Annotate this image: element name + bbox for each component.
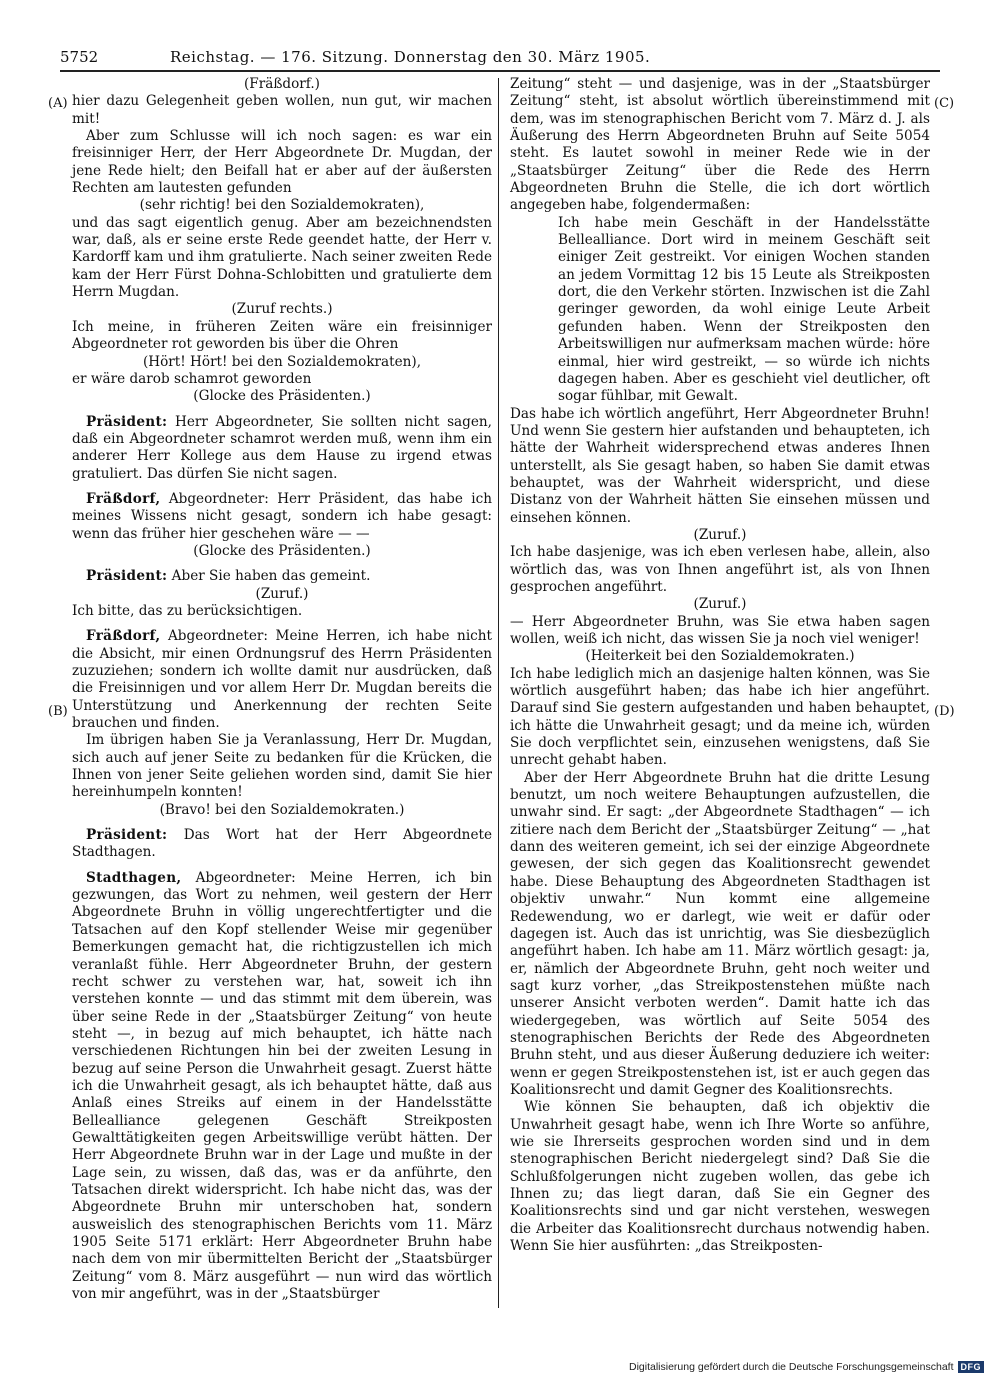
paragraph: Das habe ich wörtlich angeführt, Herr Abgeordneter Bruhn! Und wenn Sie gestern hier aufstanden und behaupteten, ich hätte der Wahrheit widersprechend etwas anderes Ihnen unterstellt, als Sie gesagt haben, so haben Sie damit etwas behauptet, was der Wahrheit widerspricht, und diese Distanz von der Wahrheit hätten Sie einsehen müssen und einsehen können. [510, 405, 930, 526]
speaker-paragraph [72, 628, 492, 732]
right-column [510, 76, 930, 1255]
speaker-name: Fräßdorf, [86, 628, 161, 645]
paragraph: er wäre darob schamrot geworden [72, 370, 312, 387]
paragraph: — Herr Abgeordneter Bruhn, was Sie etwa haben sagen wollen, weiß ich nicht, das wissen Sie ja noch viel weniger! [510, 613, 930, 647]
paragraph: hier dazu Gelegenheit geben wollen, nun gut, wir machen mit! [72, 93, 492, 127]
speaker-name: Fräßdorf, [86, 490, 161, 507]
speaker-name: Stadthagen, [86, 869, 182, 886]
speech-text: Das Wort hat der Herr Abgeordnete Stadthagen. [72, 827, 492, 861]
paragraph: Aber der Herr Abgeordnete Bruhn hat die dritte Lesung benutzt, um noch weitere Behauptungen aufzustellen, die unwahr sind. Er sagt: „der Abgeordnete Stadthagen“ — ich zitiere nach dem Bericht der „Staatsbürger Zeitung“ — „hat dann des weiteren gemeint, ich sei der einzige Abgeordnete gewesen, der sich gegen das Koalitionsrecht gewendet habe. Diese Behauptung des Abgeordneten Stadthagen ist objektiv unwahr.“ Nun kommt eine allgemeine Redewendung, wo er darlegt, wie weit er dafür oder dagegen ist. Auch das ist unrichtig, was Sie diesbezüglich angeführt haben. Ich habe am 11. März wörtlich gesagt: ja, er, nämlich der Abgeordnete Bruhn, geht noch weiter und sagt kurz vorher, „das Streikpostenstehen müßte nach unserer Ansicht verboten werden“. Damit hatte ich das wiedergegeben, was wörtlich auf Seite 5054 des stenographischen Berichts der Rede des Abgeordneten Bruhn steht, und aus dieser Äußerung deduziere ich weiter: wenn er gegen Streikpostenstehen ist, ist er auch gegen das Koalitionsrecht und damit Gegner des Koalitionsrechts. [510, 769, 930, 1098]
speech-text: Herr Abgeordneter, Sie sollten nicht sagen, daß ein Abgeordneter schamrot werden muß, wenn ihm ein anderer Herr Kollege aus dem Hause zu irgend etwas gratuliert. Das dürfen Sie nicht sagen. [72, 413, 492, 482]
interjection: (sehr richtig! bei den Sozialdemokraten), [139, 197, 425, 214]
speaker-name: Präsident: [86, 568, 168, 585]
paragraph: Ich habe dasjenige, was ich eben verlesen habe, allein, also wörtlich das, was von Ihnen angeführt ist, als von Ihnen gesprochen angeführt. [510, 544, 930, 595]
quoted-passage: Ich habe mein Geschäft in der Handelsstätte Bellealliance. Dort wird in meinem Geschäft seit einiger Zeit gestreikt. Vor einigen Wochen standen an jedem Vormittag 12 bis 15 Leute als Streikposten dort, die den Verkehr störten. Inzwischen ist die Zahl geringer geworden, da wohl einige Leute Arbeit gefunden haben. Wenn der Streikposten den Arbeitswilligen nur aufmerksam machen würde: höre einmal, hier wird gestreikt, — so würde ich nichts dagegen haben. Aber es geschieht viel deutlicher, oft sogar fühlbar, mit Gewalt. [558, 214, 930, 405]
paragraph: Ich habe lediglich mich an dasjenige halten können, was Sie wörtlich ausgeführt haben; das habe ich hier angeführt. Darauf sind Sie gestern aufgestanden und haben behauptet, ich hätte die Unwahrheit gesagt; und da meine ich, würden Sie doch verpflichtet sein, einzusehen wenigstens, daß Sie unrecht gehabt haben. [510, 665, 930, 769]
margin-marker-b: (B) [48, 704, 68, 719]
paragraph: Ich meine, in früheren Zeiten wäre ein freisinniger Abgeordneter rot geworden bis über die Ohren [72, 318, 492, 353]
speech-text: Aber Sie haben das gemeint. [171, 568, 371, 585]
interjection: (Zuruf rechts.) [231, 301, 333, 318]
interjection: (Zuruf.) [693, 596, 747, 613]
paragraph: und das sagt eigentlich genug. Aber am bezeichnendsten war, daß, als er seine erste Rede geendet hatte, der Herr v. Kardorff kam und ihm gratulierte. Nach seiner zweiten Rede kam der Herr Fürst Dohna-Schlobitten und gratulierte dem Herrn Mugdan. [72, 214, 492, 301]
left-column [72, 76, 492, 1303]
column-divider [498, 78, 499, 1308]
paragraph: Zeitung“ steht — und dasjenige, was in der „Staatsbürger Zeitung“ steht, ist absolut wörtlich übereinstimmend mit dem, was im stenographischen Bericht vom 7. März d. J. als Äußerung des Herrn Abgeordneten Bruhn auf Seite 5054 steht. Es lautet sowohl in meiner Rede wie in der „Staatsbürger Zeitung“ über die Rede des Herrn Abgeordneten Bruhn die Stelle, die ich dort wörtlich angegeben habe, folgendermaßen: [510, 76, 930, 214]
speaker-name: Präsident: [86, 413, 168, 430]
dfg-logo: DFG [958, 1361, 985, 1373]
interjection: (Fräßdorf.) [244, 76, 320, 92]
interjection: (Bravo! bei den Sozialdemokraten.) [159, 801, 405, 818]
running-header [60, 48, 940, 66]
paragraph: Wie können Sie behaupten, daß ich objektiv die Unwahrheit gesagt habe, wenn ich Ihre Worte so anführe, wie sie Ihrerseits gesprochen worden sind und in dem stenographischen Bericht niedergelegt sind? Daß Sie die Schlußfolgerungen nicht zugeben wollen, das gebe ich Ihnen zu; das liegt daran, daß Sie ein Gegner des Koalitionsrechts sind und gar nicht verstehen, weswegen die Arbeiter das Koalitionsrecht durchaus notwendig haben. Wenn Sie hier ausführten: „das Streikposten- [510, 1099, 930, 1255]
speaker-paragraph [72, 568, 492, 585]
footer [629, 1361, 984, 1373]
speaker-paragraph [72, 491, 492, 543]
speech-text: Abgeordneter: Herr Präsident, das habe ich meines Wissens nicht gesagt, sondern ich habe gesagt: wenn das früher hier geschehen wäre — — [72, 490, 493, 542]
speech-text: Abgeordneter: Meine Herren, ich bin gezwungen, das Wort zu nehmen, weil gestern der Herr Abgeordnete Bruhn in völlig ungerechtfertigter und die Tatsachen auf den Kopf stellender Weise mir gegenüber Bemerkungen gemacht hat, die richtigzustellen ich mich veranlaßt fühle. Herr Abgeordneter Bruhn, der gestern recht schwer zu verstehen war, hat, soweit ich ihn verstehen konnte — und das stimmt mit dem überein, was über seine Rede in der „Staatsbürger Zeitung“ von heute steht —, in bezug auf mich behauptet, ich hätte nach verschiedenen Richtungen hin bei der zweiten Lesung in bezug auf seine Person die Unwahrheit gesagt. Zuerst hätte ich die Unwahrheit gesagt, als ich behauptet hätte, daß aus Anlaß eines Streiks auf einem in der Handelsstätte Bellealliance gelegenen Geschäft Streikposten Gewalttätigkeiten gegen Arbeitswillige verübt hätten. Der Herr Abgeordnete Bruhn war in der Lage und mußte in der Lage sein, zu wissen, daß das, was er da anführte, den Tatsachen direkt widerspricht. Ich habe nicht das, was der Abgeordnete Bruhn mir unterschoben hat, sondern ausweislich des stenographischen Berichts vom 11. März 1905 Seite 5171 erklärt: Herr Abgeordneter Bruhn habe nach dem von mir übermittelten Bericht der „Staatsbürger Zeitung“ vom 8. März ausgeführt — nun wird das wörtlich von mir angeführt, was in der „Staatsbürger [72, 869, 492, 1303]
speaker-paragraph [72, 870, 492, 1304]
interjection: (Hört! Hört! bei den Sozialdemokraten), [142, 353, 422, 370]
page-number: 5752 [60, 48, 99, 66]
page-title: Reichstag. — 176. Sitzung. Donnerstag den 30. März 1905. [170, 48, 651, 66]
interjection: (Glocke des Präsidenten.) [193, 542, 371, 559]
margin-marker-d: (D) [934, 704, 955, 719]
footer-credit: Digitalisierung gefördert durch die Deutsche Forschungsgemeinschaft [628, 1361, 954, 1373]
speaker-name: Präsident: [86, 827, 168, 844]
interjection: (Zuruf.) [255, 585, 309, 602]
interjection: (Glocke des Präsidenten.) [193, 388, 371, 405]
paragraph: Ich bitte, das zu berücksichtigen. [72, 602, 303, 619]
margin-marker-a: (A) [48, 96, 68, 111]
margin-marker-c: (C) [934, 96, 955, 111]
header-rule [60, 70, 940, 72]
paragraph: Im übrigen haben Sie ja Veranlassung, Herr Dr. Mugdan, sich auch auf jener Seite zu bedanken für die Krücken, die Ihnen von jener Seite geliehen worden sind, damit Sie hier hereinhumpeln konnten! [72, 732, 492, 801]
speaker-paragraph [72, 827, 492, 862]
paragraph: Aber zum Schlusse will ich noch sagen: es war ein freisinniger Herr, der Herr Abgeordnete Dr. Mugdan, der jene Rede hielt; den Beifall hat er aber auf der äußersten Rechten am lautesten gefunden [72, 128, 492, 197]
interjection: (Zuruf.) [693, 526, 747, 543]
speech-text: Abgeordneter: Meine Herren, ich habe nicht die Absicht, mir einen Ordnungsruf des Herrn Präsidenten zuzuziehen; sondern ich wollte damit nur ausdrücken, daß die Freisinnigen und vor allem Herr Dr. Mugdan bereits die Unterstützung und Anerkennung der rechten Seite brauchen und finden. [72, 628, 492, 732]
speaker-paragraph [72, 414, 492, 483]
interjection: (Heiterkeit bei den Sozialdemokraten.) [585, 648, 855, 665]
